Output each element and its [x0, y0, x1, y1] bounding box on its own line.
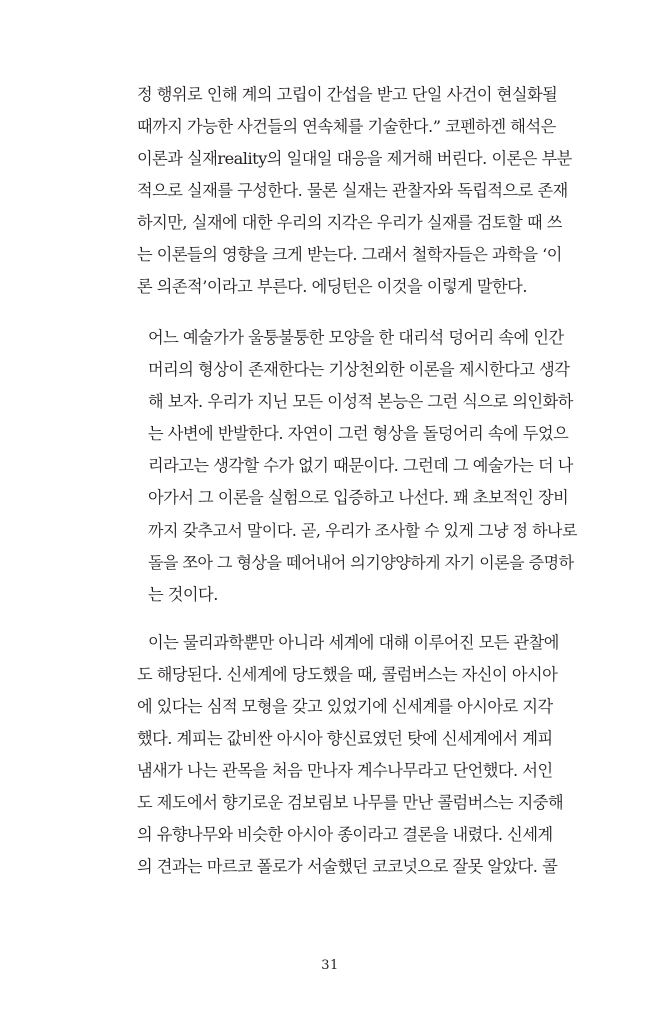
- paragraph-1: [137, 79, 577, 303]
- paragraph-3: [137, 627, 577, 883]
- text-line: 에 있다는 심적 모형을 갖고 있었기에 신세계를 아시아로 지각: [137, 697, 553, 716]
- text-line: 도 제도에서 향기로운 검보림보 나무를 만난 콜럼버스는 지중해: [137, 793, 564, 812]
- quote-line: 아가서 그 이론을 실험으로 입증하고 나선다. 꽤 초보적인 장비: [148, 488, 569, 508]
- text-line: 했다. 계피는 값비싼 아시아 향신료였던 탓에 신세계에서 계피: [137, 729, 553, 748]
- quote-line: 리라고는 생각할 수가 없기 때문이다. 그런데 그 예술가는 더 나: [148, 456, 573, 476]
- quote-line: 는 것이다.: [148, 584, 218, 604]
- block-quote: [148, 322, 578, 611]
- text-line: 이는 물리과학뿐만 아니라 세계에 대해 이루어진 모든 관찰에: [148, 633, 559, 652]
- text-line: 의 견과는 마르코 폴로가 서술했던 코코넛으로 잘못 알았다. 콜: [137, 857, 558, 876]
- quote-line: 까지 갖추고서 말이다. 곧, 우리가 조사할 수 있게 그냥 정 하나로: [148, 520, 577, 540]
- text-line: 도 해당된다. 신세계에 당도했을 때, 콜럼버스는 자신이 아시아: [137, 665, 558, 684]
- text-line: 의 유향나무와 비슷한 아시아 종이라고 결론을 내렸다. 신세계: [137, 825, 553, 844]
- text-line: 정 행위로 인해 계의 고립이 간섭을 받고 단일 사건이 현실화될: [137, 85, 558, 104]
- text-line: 하지만, 실재에 대한 우리의 지각은 우리가 실재를 검토할 때 쓰: [137, 213, 562, 232]
- quote-line: 돌을 쪼아 그 형상을 떼어내어 의기양양하게 자기 이론을 증명하: [148, 552, 574, 572]
- quote-line: 어느 예술가가 울퉁불퉁한 모양을 한 대리석 덩어리 속에 인간: [148, 328, 564, 347]
- text-line: 론 의존적’이라고 부른다. 에딩턴은 이것을 이렇게 말한다.: [137, 277, 527, 296]
- text-line: 이론과 실재reality의 일대일 대응을 제거해 버린다. 이론은 부분: [137, 149, 572, 168]
- text-line: 적으로 실재를 구성한다. 물론 실재는 관찰자와 독립적으로 존재: [137, 181, 568, 200]
- text-line: 때까지 가능한 사건들의 연속체를 기술한다.” 코펜하겐 해석은: [137, 117, 556, 136]
- page-number: 31: [321, 958, 339, 973]
- quote-line: 해 보자. 우리가 지닌 모든 이성적 본능은 그런 식으로 의인화하: [148, 392, 573, 412]
- text-line: 냄새가 나는 관목을 처음 만나자 계수나무라고 단언했다. 서인: [137, 761, 553, 780]
- quote-line: 는 사변에 반발한다. 자연이 그런 형상을 돌덩어리 속에 두었으: [148, 424, 569, 444]
- text-line: 는 이론들의 영향을 크게 받는다. 그래서 철학자들은 과학을 ‘이: [137, 245, 562, 264]
- quote-line: 머리의 형상이 존재한다는 기상천외한 이론을 제시한다고 생각: [148, 360, 570, 380]
